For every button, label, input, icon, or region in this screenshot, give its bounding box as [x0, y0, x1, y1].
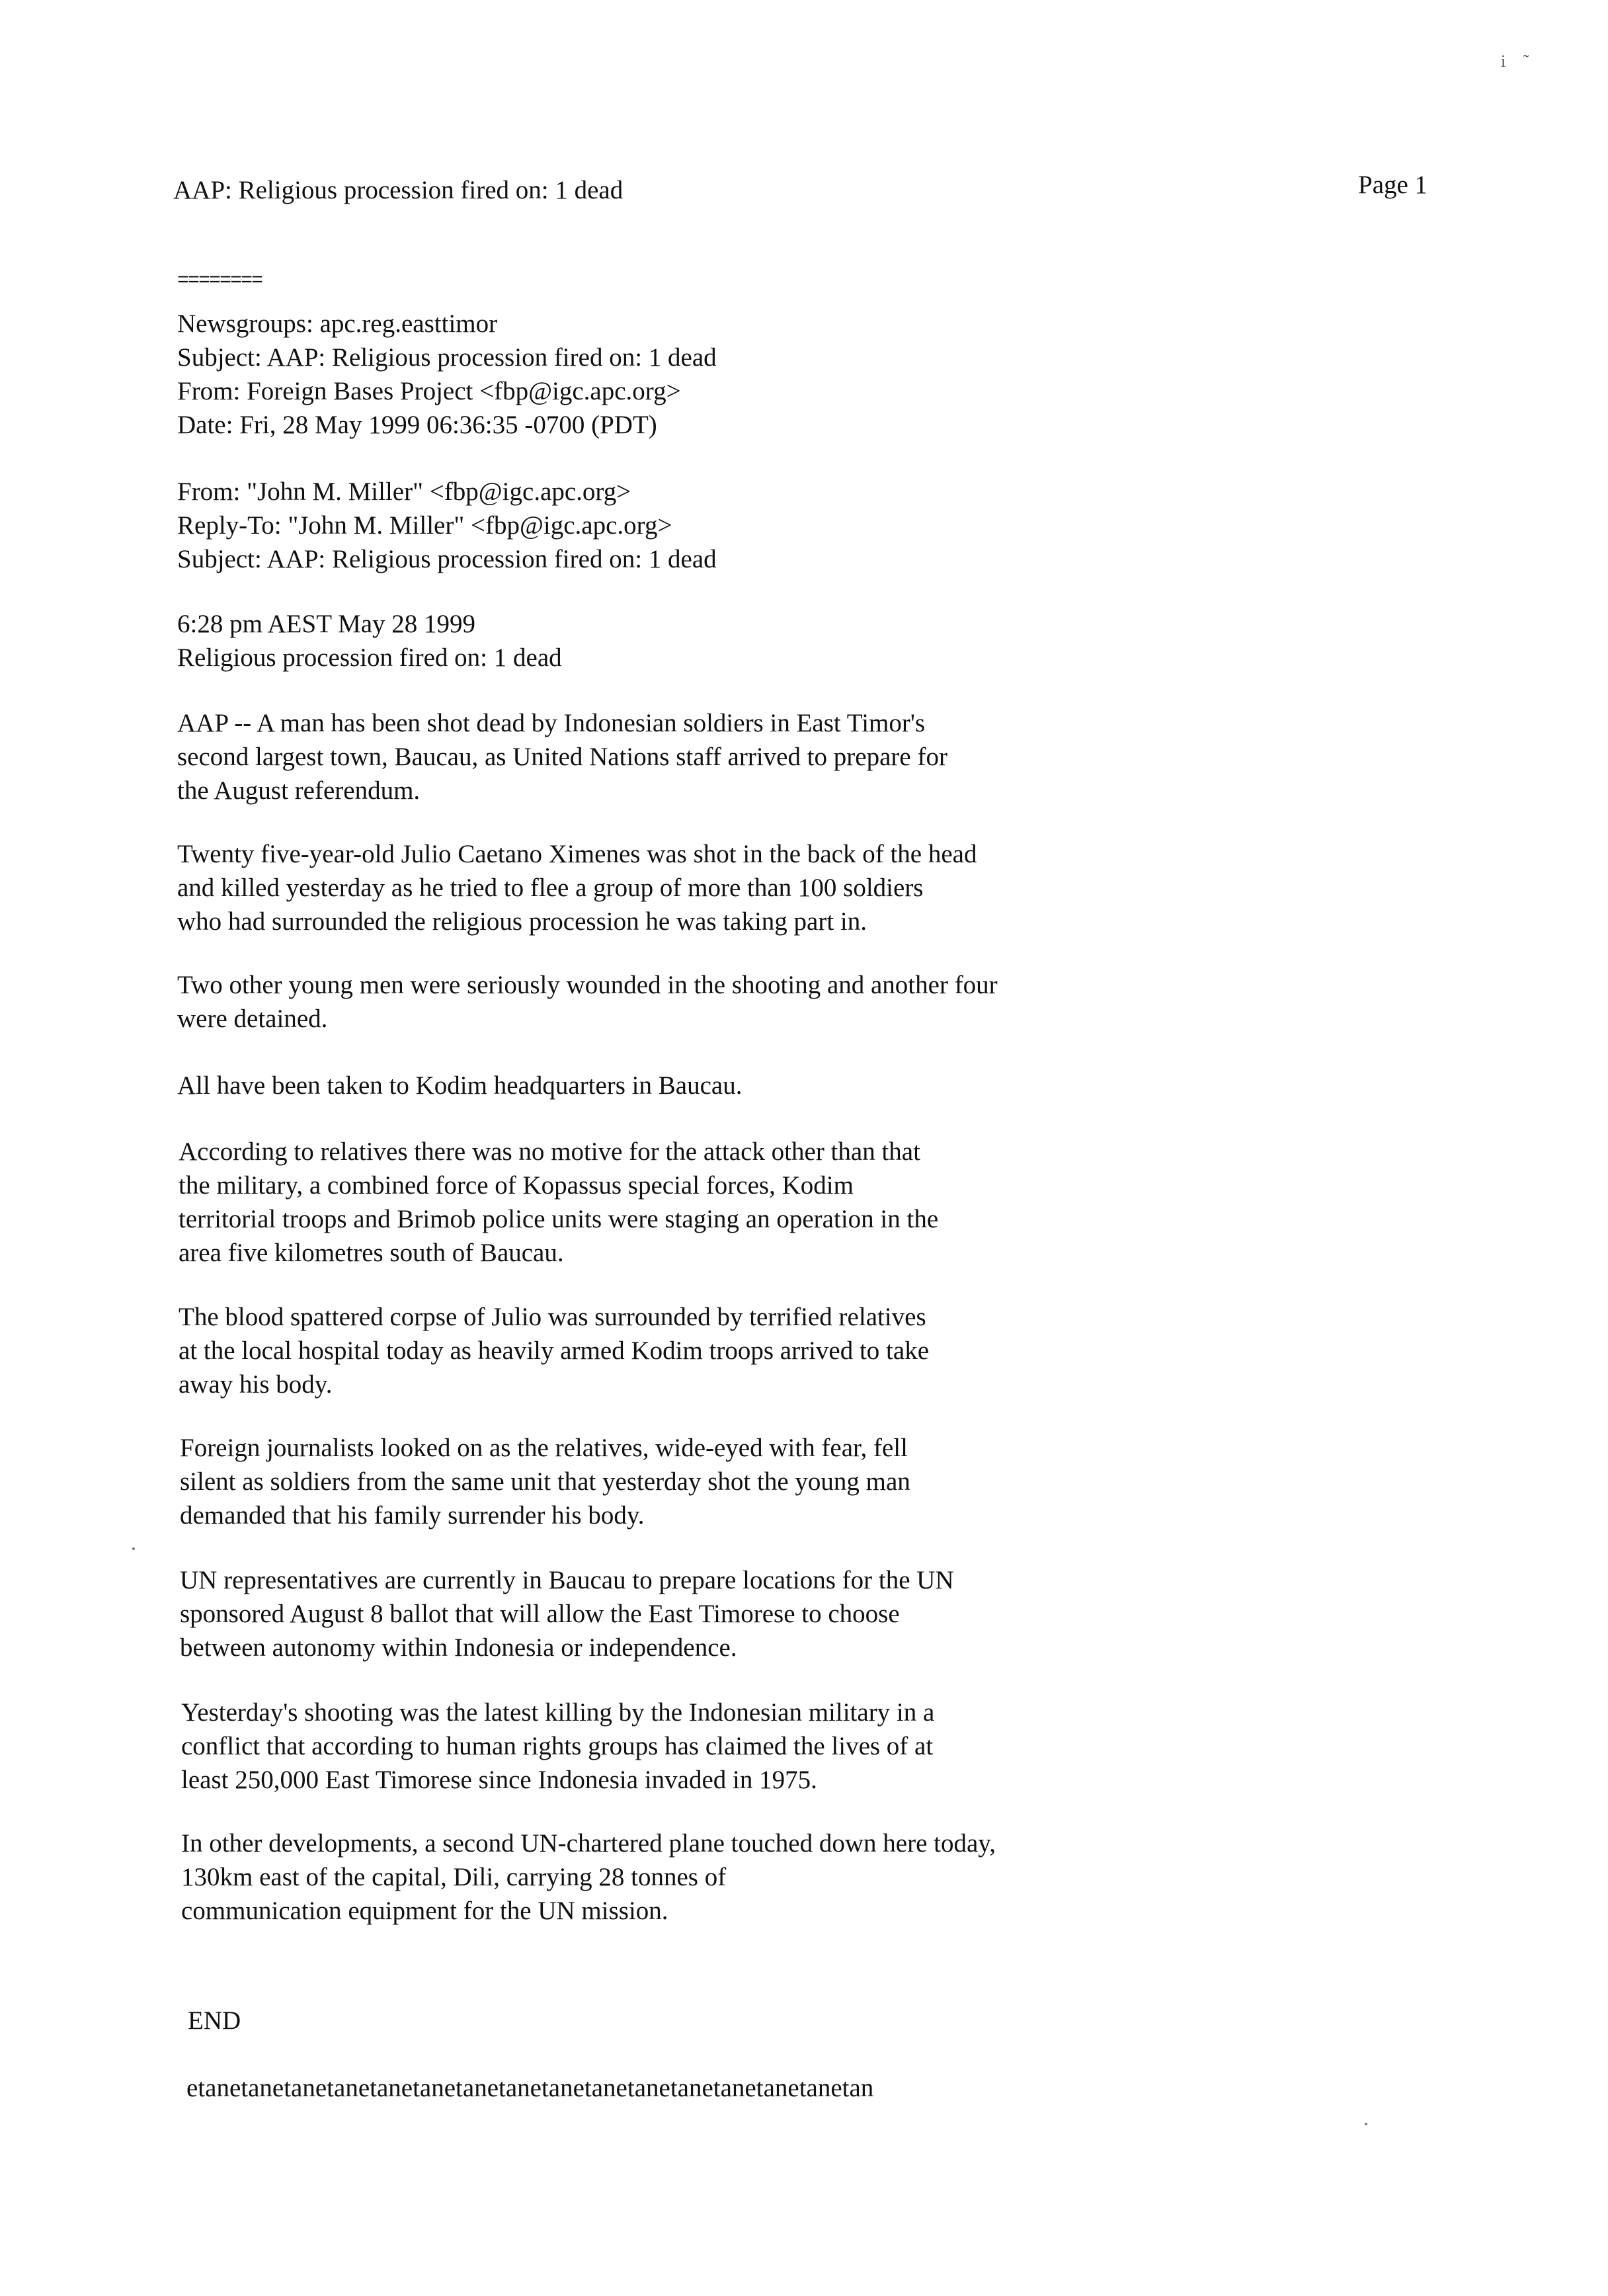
paragraph-line: UN representatives are currently in Baucau to prepare locations for the UN: [180, 1566, 954, 1594]
paragraph-line: the military, a combined force of Kopassus special forces, Kodim: [179, 1171, 854, 1200]
article-paragraph: [179, 1135, 938, 1270]
article-paragraph: [181, 1826, 996, 1928]
paragraph-line: conflict that according to human rights groups has claimed the lives of at: [181, 1732, 934, 1760]
paragraph-line: According to relatives there was no motive for the attack other than that: [179, 1137, 920, 1166]
paragraph-line: away his body.: [179, 1370, 333, 1399]
paragraph-line: the August referendum.: [177, 776, 421, 805]
header-separator: ========: [177, 270, 262, 292]
corner-scan-mark: i ˜: [1501, 52, 1536, 71]
article-paragraph: [177, 968, 998, 1036]
dateline-time: 6:28 pm AEST May 28 1999: [177, 610, 476, 638]
paragraph-line: The blood spattered corpse of Julio was surrounded by terrified relatives: [179, 1303, 926, 1331]
header-from: From: Foreign Bases Project <fbp@igc.apc.org>: [177, 377, 681, 405]
paragraph-line: second largest town, Baucau, as United Nations staff arrived to prepare for: [177, 743, 947, 771]
paragraph-line: AAP -- A man has been shot dead by Indonesian soldiers in East Timor's: [177, 709, 926, 737]
paragraph-line: at the local hospital today as heavily armed Kodim troops arrived to take: [179, 1336, 929, 1365]
reply-header-subject: Subject: AAP: Religious procession fired on: 1 dead: [177, 545, 717, 573]
paragraph-line: and killed yesterday as he tried to flee a group of more than 100 soldiers: [177, 874, 924, 902]
paragraph-line: Twenty five-year-old Julio Caetano Ximenes was shot in the back of the head: [177, 840, 977, 868]
article-paragraph: [180, 1431, 910, 1532]
document-title: AAP: Religious procession fired on: 1 dead: [173, 176, 623, 204]
paragraph-line: who had surrounded the religious procession he was taking part in.: [177, 907, 867, 936]
footer-signature-line: [186, 2071, 873, 2105]
scan-speck: [132, 1547, 135, 1550]
footer-text: etanetanetanetanetanetanetanetanetanetanetanetanetanetanetanetan: [186, 2074, 874, 2102]
paragraph-line: silent as soldiers from the same unit that yesterday shot the young man: [180, 1467, 910, 1496]
header-newsgroups: Newsgroups: apc.reg.easttimor: [177, 309, 498, 338]
article-paragraph: [179, 1300, 929, 1401]
paragraph-line: demanded that his family surrender his body.: [180, 1501, 645, 1530]
paragraph-line: were detained.: [177, 1004, 328, 1033]
header-subject: Subject: AAP: Religious procession fired on: 1 dead: [177, 343, 717, 372]
header-date: Date: Fri, 28 May 1999 06:36:35 -0700 (PDT): [177, 411, 657, 439]
paragraph-line: 130km east of the capital, Dili, carrying 28 tonnes of: [181, 1863, 727, 1891]
paragraph-line: All have been taken to Kodim headquarters in Baucau.: [177, 1071, 743, 1100]
end-text: END: [188, 2006, 241, 2035]
paragraph-line: Yesterday's shooting was the latest killing by the Indonesian military in a: [181, 1698, 935, 1727]
dateline: [177, 607, 562, 675]
reply-header-from: From: "John M. Miller" <fbp@igc.apc.org>: [177, 477, 631, 506]
paragraph-line: communication equipment for the UN mission.: [181, 1897, 668, 1925]
reply-headers: [177, 475, 717, 576]
article-paragraph: [177, 837, 977, 938]
paragraph-line: area five kilometres south of Baucau.: [179, 1239, 564, 1267]
article-paragraph: [177, 706, 947, 807]
paragraph-line: between autonomy within Indonesia or independence.: [180, 1633, 737, 1662]
reply-header-reply-to: Reply-To: "John M. Miller" <fbp@igc.apc.org>: [177, 511, 672, 540]
paragraph-line: Two other young men were seriously wounded in the shooting and another four: [177, 971, 998, 999]
article-paragraph: [181, 1696, 934, 1797]
end-marker: [188, 2004, 241, 2037]
newsgroup-headers: [177, 307, 717, 442]
paragraph-line: territorial troops and Brimob police units were staging an operation in the: [179, 1205, 939, 1233]
paragraph-line: In other developments, a second UN-chartered plane touched down here today,: [181, 1829, 996, 1858]
article-paragraph: [177, 1069, 742, 1102]
page-number: Page 1: [1358, 171, 1428, 199]
dateline-headline: Religious procession fired on: 1 dead: [177, 643, 562, 672]
paragraph-line: Foreign journalists looked on as the relatives, wide-eyed with fear, fell: [180, 1434, 908, 1462]
paragraph-line: sponsored August 8 ballot that will allow the East Timorese to choose: [180, 1600, 900, 1628]
article-paragraph: [180, 1563, 954, 1664]
paragraph-line: least 250,000 East Timorese since Indonesia invaded in 1975.: [181, 1766, 817, 1794]
scan-speck: [1365, 2123, 1367, 2125]
